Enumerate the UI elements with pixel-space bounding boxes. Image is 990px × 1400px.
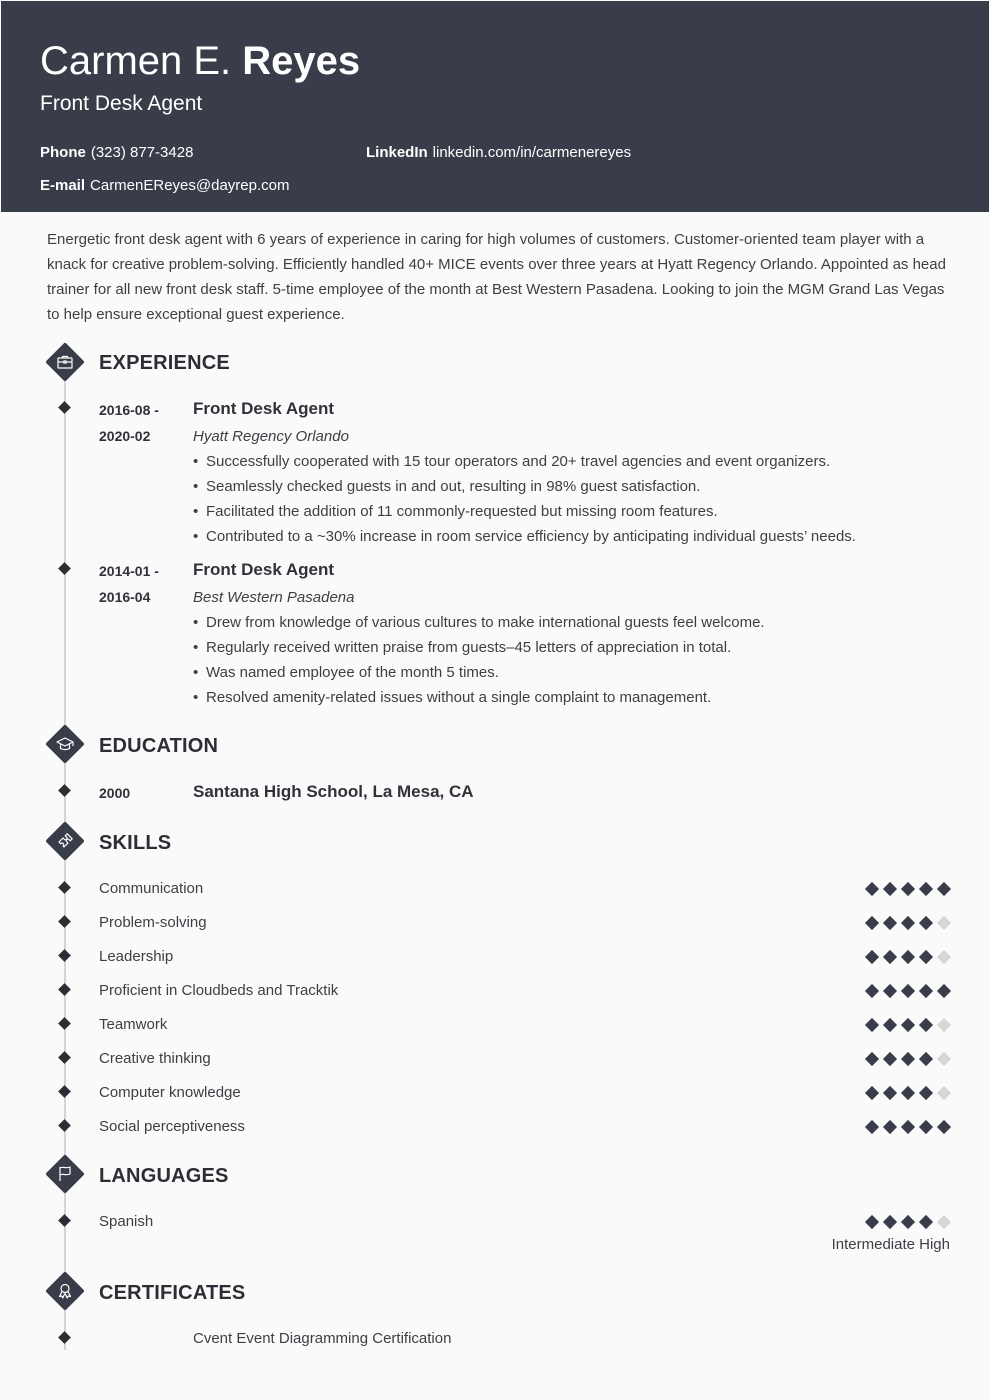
rating-diamond-empty — [937, 1215, 951, 1229]
graduation-cap-icon — [46, 725, 84, 763]
rating-diamond-filled — [901, 1120, 915, 1134]
rating-diamond-filled — [901, 1215, 915, 1229]
rating-diamond-filled — [865, 984, 879, 998]
timeline-marker — [58, 1331, 71, 1344]
rating-diamond-filled — [901, 1018, 915, 1032]
rating-diamond-filled — [865, 950, 879, 964]
section-title-languages: LANGUAGES — [99, 1165, 229, 1187]
rating-diamond-filled — [901, 950, 915, 964]
section-title-experience: EXPERIENCE — [99, 352, 230, 374]
rating-diamond-filled — [901, 1052, 915, 1066]
rating-diamond-filled — [883, 1215, 897, 1229]
contact-label: LinkedIn — [366, 144, 428, 161]
section-title-education: EDUCATION — [99, 735, 219, 757]
rating-diamond-filled — [919, 950, 933, 964]
skill-name: Proficient in Cloudbeds and Tracktik — [99, 982, 339, 999]
rating-diamond-empty — [937, 916, 951, 930]
rating-diamond-filled — [919, 984, 933, 998]
rating-diamond-filled — [919, 882, 933, 896]
skill-rating — [866, 916, 950, 930]
skill-name: Leadership — [99, 948, 174, 965]
phone-value[interactable]: (323) 877-3428 — [90, 144, 194, 161]
job-title: Front Desk Agent — [193, 399, 335, 418]
rating-diamond-filled — [883, 950, 897, 964]
award-ribbon-icon — [46, 1272, 84, 1310]
language-level: Intermediate High — [831, 1236, 950, 1253]
timeline-marker — [58, 983, 71, 996]
timeline-marker — [58, 1214, 71, 1227]
rating-diamond-filled — [919, 1086, 933, 1100]
contact-email — [40, 177, 289, 195]
skill-name: Social perceptiveness — [99, 1118, 245, 1135]
briefcase-icon — [46, 343, 84, 381]
rating-diamond-filled — [883, 984, 897, 998]
resume-header — [1, 1, 989, 212]
job-date-end: 2020-02 — [99, 428, 151, 444]
skill-rating — [866, 1086, 950, 1100]
rating-diamond-empty — [937, 1052, 951, 1066]
skill-name: Teamwork — [99, 1016, 168, 1033]
skill-rating — [866, 882, 950, 896]
summary-paragraph: Energetic front desk agent with 6 years of experience in caring for high volumes of customers. Customer-oriented team player with a knack for creative problem-solving. Efficiently handled 40+ MICE events over three years at Hyatt Regency Orlando. Appointed as head trainer for all new front desk staff. 5-time employee of the month at Best Western Pasadena. Looking to join the MGM Grand Las Vegas to help ensure exceptional guest experience. — [47, 231, 946, 323]
rating-diamond-empty — [937, 1018, 951, 1032]
timeline-marker — [58, 915, 71, 928]
rating-diamond-filled — [883, 1120, 897, 1134]
section-title-certificates: CERTIFICATES — [99, 1282, 246, 1304]
contact-phone — [40, 144, 193, 162]
job-bullet: • Successfully cooperated with 15 tour operators and 20+ travel agencies and event organizers. — [193, 449, 856, 474]
candidate-title: Front Desk Agent — [40, 92, 203, 115]
job-date-end: 2016-04 — [99, 589, 151, 605]
section-title-skills: SKILLS — [99, 832, 172, 854]
job-date-start: 2016-08 - — [99, 402, 159, 418]
skill-rating — [866, 984, 950, 998]
skill-name: Problem-solving — [99, 914, 207, 931]
rating-diamond-filled — [865, 1215, 879, 1229]
timeline-marker — [58, 1119, 71, 1132]
rating-diamond-empty — [937, 950, 951, 964]
rating-diamond-filled — [865, 916, 879, 930]
education-year: 2000 — [99, 785, 131, 801]
rating-diamond-filled — [919, 1120, 933, 1134]
rating-diamond-filled — [901, 882, 915, 896]
rating-diamond-filled — [865, 882, 879, 896]
skill-rating — [866, 1052, 950, 1066]
rating-diamond-filled — [865, 1086, 879, 1100]
language-rating — [866, 1215, 950, 1229]
job-bullet: • Seamlessly checked guests in and out, resulting in 98% guest satisfaction. — [193, 474, 856, 499]
rating-diamond-filled — [919, 1052, 933, 1066]
contact-label: Phone — [40, 144, 86, 161]
flag-icon — [46, 1155, 84, 1193]
certificate-name: Cvent Event Diagramming Certification — [193, 1330, 452, 1347]
rating-diamond-filled — [937, 882, 951, 896]
timeline-marker — [58, 401, 71, 414]
rating-diamond-filled — [883, 1052, 897, 1066]
job-date-start: 2014-01 - — [99, 563, 159, 579]
timeline-marker — [58, 881, 71, 894]
rating-diamond-filled — [883, 916, 897, 930]
education-school: Santana High School, La Mesa, CA — [193, 782, 474, 801]
rating-diamond-empty — [937, 1086, 951, 1100]
rating-diamond-filled — [883, 1086, 897, 1100]
timeline-marker — [58, 784, 71, 797]
rating-diamond-filled — [865, 1120, 879, 1134]
skill-rating — [866, 1018, 950, 1032]
skill-name: Computer knowledge — [99, 1084, 241, 1101]
job-bullet: • Drew from knowledge of various cultures to make international guests feel welcome. — [193, 610, 765, 635]
timeline-marker — [58, 562, 71, 575]
job-company: Best Western Pasadena — [193, 589, 355, 606]
timeline-marker — [58, 949, 71, 962]
first-name: Carmen E. — [40, 39, 232, 83]
timeline-marker — [58, 1051, 71, 1064]
timeline-marker — [58, 1085, 71, 1098]
job-company: Hyatt Regency Orlando — [193, 428, 349, 445]
job-bullet: • Regularly received written praise from guests–45 letters of appreciation in total. — [193, 635, 765, 660]
job-title: Front Desk Agent — [193, 560, 335, 579]
rating-diamond-filled — [865, 1018, 879, 1032]
skill-name: Communication — [99, 880, 204, 897]
job-bullets — [193, 449, 856, 549]
job-bullet: • Was named employee of the month 5 times. — [193, 660, 765, 685]
puzzle-icon — [46, 822, 84, 860]
skill-name: Creative thinking — [99, 1050, 211, 1067]
job-bullet: • Facilitated the addition of 11 commonly-requested but missing room features. — [193, 499, 856, 524]
skill-rating — [866, 1120, 950, 1134]
job-bullets — [193, 610, 765, 710]
job-bullet: • Resolved amenity-related issues without a single complaint to management. — [193, 685, 765, 710]
rating-diamond-filled — [937, 1120, 951, 1134]
rating-diamond-filled — [865, 1052, 879, 1066]
email-link[interactable]: CarmenEReyes@dayrep.com — [90, 177, 290, 194]
rating-diamond-filled — [883, 882, 897, 896]
rating-diamond-filled — [901, 916, 915, 930]
contact-linkedin — [366, 144, 631, 162]
language-name: Spanish — [99, 1213, 154, 1230]
linkedin-link[interactable]: linkedin.com/in/carmenereyes — [432, 144, 632, 161]
rating-diamond-filled — [883, 1018, 897, 1032]
timeline-line — [64, 375, 66, 1350]
candidate-name — [40, 37, 360, 85]
timeline-marker — [58, 1017, 71, 1030]
rating-diamond-filled — [901, 1086, 915, 1100]
last-name: Reyes — [242, 39, 361, 83]
job-bullet: • Contributed to a ~30% increase in room service efficiency by anticipating individual guests’ needs. — [193, 524, 856, 549]
rating-diamond-filled — [919, 1018, 933, 1032]
rating-diamond-filled — [937, 984, 951, 998]
rating-diamond-filled — [919, 916, 933, 930]
rating-diamond-filled — [901, 984, 915, 998]
contact-label: E-mail — [40, 177, 86, 194]
rating-diamond-filled — [919, 1215, 933, 1229]
skill-rating — [866, 950, 950, 964]
